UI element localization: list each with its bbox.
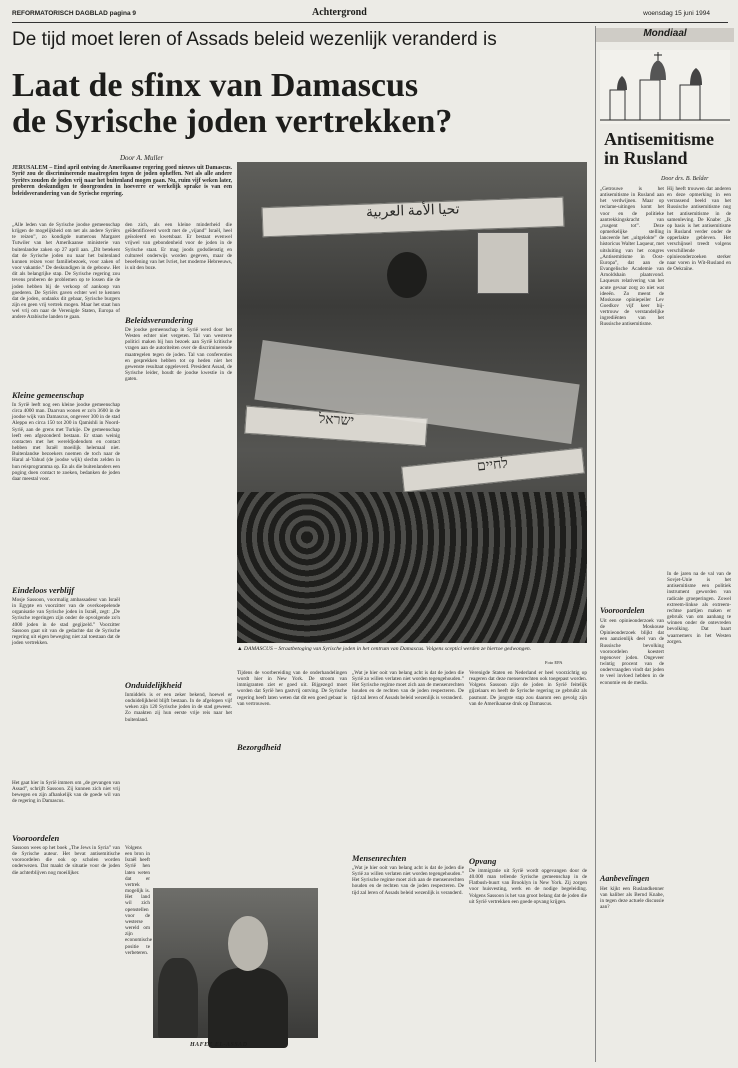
subhead-bezorgdheid: Bezorgdheid (237, 742, 281, 752)
portrait-caption: HAFEZ EL-ASSAD (190, 1042, 248, 1048)
portrait-body (208, 968, 288, 1048)
subhead-onduidelijkheid: Onduidelijkheid (125, 680, 182, 690)
photo-credit: Foto EPA (545, 660, 563, 665)
column-2-intro-text: den zich, als een kleine minderheid die geïdentificeerd wordt met de „vijand” Israël, heel geïsoleerd en kwetsbaar. Er bestaat evenwel vrijwel van gebondenheid voor de joden in de Syrische staat. Er mag joods godsdienstig en cultureel onderwijs worden gegeven, maar de beoefening van het Ivriet, het moderne Hebreeuws, is uit den boze. (125, 222, 232, 272)
headline-line-1: Laat de sfinx van Damascus (12, 67, 419, 104)
column-1-intro-text: „Alle leden van de Syrische joodse gemeenschap krijgen de mogelijkheid om net als andere Syriërs te reizen”, zo kondigde numerous Margaret Tutwiler van het Amerikaanse ministerie van buitenlandse zaken op 27 april aan. „Dit betekent dat de Syrische joden nu naar het buitenland kunnen reizen voor familiebezoek, voor zaken of voor vakantie.” De deskundigen in de gebouw. Het dit als belangrijke stap. De Syrische regering zou tevens proberen de problemen op te lossen die de joden hebben bij de verkoop of aankoop van goederen. De Syriërs gaven echter wel te kennen dat de joden, ondanks dit gebaar, Syrische burgers zijn en geen vrij vertrek mogen. Maar het staat hun wel vrij om naar de Verenigde Staten, Europa of andere Arabische landen te gaan. (12, 222, 120, 321)
column-2-policy (125, 327, 232, 677)
column-1-prejudice-text: Sassoon wees op het boek „The Jews in Syria” van de Syrische auteur. Het bevat antisemitische vooroordelen die ook op scholen worden onderwezen. Dat maakt de situatie voor de joden die achterblijven nog moeilijker. (12, 845, 120, 876)
lede-text: JERUSALEM – Eind april ontving de Amerikaanse regering goed nieuws uit Damascus. Syrië zou de discriminerende maatregelen tegen de joden opheffen. Net als alle andere Syriërs zouden de joden vrij naar het buitenland mogen gaan. Nu, ruim vijf weken later, proberen deskundigen te doorgronden in hoeverre er werkelijk sprake is van een beleidsverandering van de Syrische regering. (12, 165, 232, 197)
portrait-poster (477, 232, 529, 294)
article-headline (12, 68, 572, 140)
column-1-hostages-text: Het gaat hier in Syrië immers om „de gevangen van Assad”, schrijft Sassoon. Zij kunnen zich niet vrij bewegen en zijn afhankelijk van de goede wil van de regering in Damascus. (12, 780, 120, 805)
subhead-vooroordelen: Vooroordelen (12, 833, 60, 843)
column-3-intro (237, 670, 347, 880)
masthead (12, 6, 728, 22)
column-1-intro (12, 222, 120, 387)
sidebar-subhead-aanbevelingen: Aanbevelingen (600, 874, 650, 883)
masthead-section: Achtergrond (312, 7, 367, 18)
assad-portrait (153, 888, 318, 1038)
sidebar-column-a (600, 186, 664, 601)
article-lede (12, 165, 232, 217)
sidebar-title (604, 130, 732, 168)
sidebar-column-a3 (600, 886, 664, 916)
column-2-note-text: Volgens een bron in Israël heeft Syrië hen laten weten dat er vertrek mogelijk is. Het land wil zich openstellen voor de westerse wereld om zijn economische positie te verbeteren. (125, 845, 153, 956)
sidebar-title-line-1: Antisemitisme (604, 129, 714, 149)
column-3-continued (352, 670, 464, 815)
masthead-paper-name: REFORMATORISCH DAGBLAD pagina 9 (12, 10, 136, 17)
sidebar-byline: Door drs. B. Belder (661, 176, 709, 182)
sidebar-column-a3-text: Het kijkt een Ruslandkenner van kaliber als Bernd Knabe, in tegen deze actuele discussie aan? (600, 886, 664, 911)
demonstration-photo (237, 162, 587, 643)
column-4-intro (469, 670, 587, 830)
article-byline: Door A. Muller (120, 154, 164, 162)
photo-banner-arabic: تحيا الأمة العربية (262, 197, 565, 238)
portrait-poster-head (387, 252, 427, 298)
photo-banner-hebrew-2: לחיים (401, 448, 585, 493)
column-4-reception (469, 868, 587, 1058)
column-2-policy-text: De joodse gemeenschap in Syrië werd door het Westen echter niet vergeten. Tal van westerse politici maken bij hun bezoek aan Syrië kritische vragen aan de autoriteiten over de discriminerende maatregelen tegen de joden. Tal van conferenties en gesprekken hebben tot op heden niet het gewenste resultaat opgeleverd. President Assad, de Syrische leider, houdt de joodse kwestie in de gaten. (125, 327, 232, 383)
column-4-intro-text: Verenigde Staten en Nederland er heel voorzichtig op reageren dat deze mensenrechten ook toegepast worden. Volgens Sassoon zijn de joden in Syrië feitelijk gijzelaars en heeft de Syrische regering ze gebruikt als pasmunt. De jongste stap zou daarom een gevolg zijn van de Amerikaanse druk op Damascus. (469, 670, 587, 707)
sidebar-mondiaal (595, 26, 734, 1062)
sidebar-column-b (667, 186, 731, 566)
subhead-mensenrechten: Mensenrechten (352, 853, 407, 863)
masthead-date: woensdag 15 juni 1994 (643, 10, 710, 17)
column-1-stay-text: Mosje Sassoon, voormalig ambassadeur van Israël in Egypte en voorzitter van de overkoepelende organisatie van Syrische joden in Israël, zegt: „De Syrische regeringen zijn onder de opvolgende zo'n 4000 joden in de stad gegijzeld.” Voorzitter Sassoon gaat uit van de gedachte dat de Syrische regering uit eigen beweging niet zal toestaan dat de joden vertrekken. (12, 597, 120, 647)
column-2-unclear-text: Inmiddels is er een zeker bekend, hoewel er onduidelijkheid blijft bestaan. In de afgelopen vijf weken zijn 120 Syrische joden in de stad geweest. Zo maakten zij hun eerste vrije reis naar het buitenland. (125, 692, 232, 723)
column-2-intro (125, 222, 232, 310)
column-1-community-text: In Syrië leeft nog een kleine joodse gemeenschap circa 4000 man. Daarvan wonen er zo'n 3600 in de joodse wijk van Damascus, ongeveer 300 in de stad Aleppo en circa 150 tot 200 in Qamishli in Noord-Syrië, aan de grens met Turkije. De gemeenschap leeft een afgezonderd bestaan. Er staan weinig contacten met het wereldjodendom en contact hebben met Israël moeilijk helemaal niet. Buitenlandse bezoekers noemen de toch naar de Haral al-Yahud (de joodse wijk) slechts zelden in hun reisprogramma op. En als die buitenlanders een poging doen contact te zoeken, bedanken de joden daar meestal voor. (12, 402, 120, 482)
sidebar-label: Mondiaal (596, 28, 734, 42)
photo-caption: ▲ DAMASCUS – Straatbetoging van Syrische joden in het centrum van Damascus. Volgens sceptici werden ze hiertoe gedwongen. (237, 646, 532, 652)
subhead-opvang: Opvang (469, 856, 497, 866)
sidebar-column-b-text: Hij heeft trouwen dat anderen en deze opmerking in een verrassend beeld van het Russische antisemitisme nog het antisemitisme in de samenleving. De Knabe: „Ik op basis is het antisemitisme in Rusland verder onder de opperlakte gebleven. Het verschijnsel treedt volgens verschillende opinieonderzoeken sterker naar voren in Wit-Rusland en de Oekraïne. (667, 186, 731, 273)
column-4-reception-text: De immigratie uit Syrië wordt opgevangen door de 40.000 man tellende Syrische gemeenschap in de Flatbush-buurt van Brooklyn in New York. Zij zorgen voor huisvesting, werk en de nodige begeleiding. Volgens Sassoon is het van groot belang dat de joden die uit Syrië vertrekken een goede opvang krijgen. (469, 868, 587, 905)
sidebar-column-a2 (600, 618, 664, 873)
photo-banner-hebrew-1: ישראל (244, 406, 428, 447)
russian-church-drawing (600, 50, 730, 124)
photo-crowd (237, 492, 587, 643)
column-1-stay (12, 597, 120, 777)
sidebar-column-a-text: „Getrouwe is het antisemitisme in Rusland aan het verdwijnen. Maar op reclame-uitingen komt het voor en de politieke aantrekkingskracht van „rusgent tot”. Deze opmerkelijke stelling lanceerde het „uitgelokte” de historicus Walter Laqueur, met uitsluiting van het congres „Antisemitisme in Oost-Europa”, dat aan de Evangelische Academie van Arnoldshain plaatsvond. Laqueurs relativering van het acute gevaar zorg zo niet wat ideeën. Zo meent de Moskouse opiniepeiler Lev Goedkov vijf keer bij- vertrouw de verstandelijke ingrediënten van het Russische antisemitisme. (600, 186, 664, 328)
masthead-rule (12, 22, 728, 23)
sidebar-column-b2-text: In de jaren na de val van de Sovjet-Unie is het antisemitisme een politiek instrument geworden van radicale groeperingen. Zowel extreem-linkse als extreem-rechtse partijen maken er gebruik van om aanhang te winnen onder de ontevreden bevolking. Dat baart waarnemers in het Westen zorgen. (667, 571, 731, 645)
portrait-bystander (158, 958, 198, 1038)
subhead-eindeloos-verblijf: Eindeloos verblijf (12, 585, 75, 595)
article-kicker: De tijd moet leren of Assads beleid wezenlijk veranderd is (12, 29, 497, 50)
column-1-hostages (12, 780, 120, 830)
column-2-note (125, 845, 153, 956)
headline-line-2: de Syrische joden vertrekken? (12, 103, 453, 140)
sidebar-subhead-vooroordelen: Vooroordelen (600, 606, 645, 615)
column-1-prejudice (12, 845, 120, 1055)
portrait-face (228, 916, 268, 971)
sidebar-column-b2 (667, 571, 731, 916)
sidebar-column-a2-text: Uit een opinieonderzoek van de Moskouse Opinieonderzoek blijkt dat een aanzienlijk deel van de Russische bevolking vooroordelen koestert tegenover joden. Ongeveer twintig procent van de ondervraagden vindt dat joden te veel invloed hebben in de economie en de media. (600, 618, 664, 686)
column-2-unclear (125, 692, 232, 842)
column-3-intro-text: Tijdens de voorbereiding van de onderhandelingen wordt hier in New York. De stroom van immigranten ziet er goed uit. Bijgezegd moet worden dat Syrië hen gastvrij ontving. De Syrische regering heeft laten weten dat dit een goed gebaar is van vertrouwen. (237, 670, 347, 707)
column-3-continued-text: „Wat je hier ooit van belang acht is dat de joden die Syrië zo willen verlaten niet worden tegengehouden.” Het Syrische regime moet zich aan de mensenrechten houden en de rechten van de joden respecteren. De tijd zal leren of Assads beleid wezenlijk is veranderd. (352, 670, 464, 701)
subhead-kleine-gemeenschap: Kleine gemeenschap (12, 390, 85, 400)
column-3-rights-text: „Wat je hier ooit van belang acht is dat de joden die Syrië zo willen verlaten niet worden tegengehouden.” Het Syrische regime moet zich aan de mensenrechten houden en de rechten van de joden respecteren. De tijd zal leren of Assads beleid wezenlijk is veranderd. (352, 865, 464, 896)
subhead-beleidsverandering: Beleidsverandering (125, 315, 193, 325)
column-3-rights (352, 865, 464, 1055)
sidebar-title-line-2: in Rusland (604, 148, 688, 168)
column-1-community (12, 402, 120, 582)
